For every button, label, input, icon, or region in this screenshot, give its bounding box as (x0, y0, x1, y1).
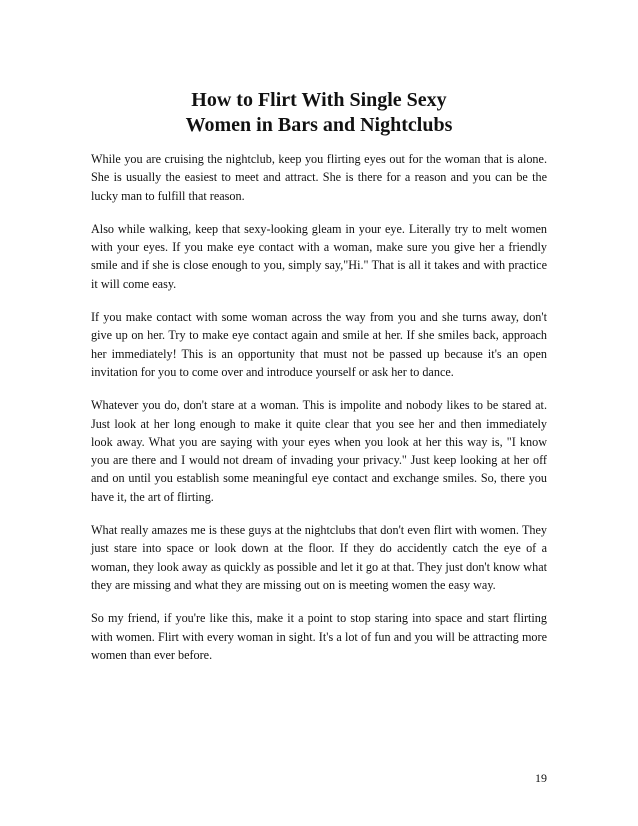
paragraph-1: While you are cruising the nightclub, keep you flirting eyes out for the woman that is alone. She is usually the easiest to meet and attract. She is there for a reason and you can be the lucky man to fulfill that reason. (91, 152, 547, 203)
paragraph-3: If you make contact with some woman across the way from you and she turns away, don't give up on her. Try to make eye contact again and smile at her. If she smiles back, approach her immediately! This is an opportunity that must not be passed up because it's an open invitation for you to come over and introduce yourself or ask her to dance. (91, 310, 547, 379)
paragraph-4: Whatever you do, don't stare at a woman. This is impolite and nobody likes to be stared at. Just look at her long enough to make it quite clear that you see her and then immediately look away. What you are saying with your eyes when you look at her this way is, "I know you are there and I would not dream of invading your privacy." Just keep looking at her off and on until you establish some meaningful eye contact and exchange smiles. So, there you have it, the art of flirting. (91, 398, 547, 504)
paragraph-2: Also while walking, keep that sexy-looking gleam in your eye. Literally try to melt women with your eyes. If you make eye contact with a woman, make sure you give her a friendly smile and if she is close enough to you, simply say,"Hi." That is all it takes and with practice it will come easy. (91, 221, 547, 291)
paragraph-6: So my friend, if you're like this, make it a point to stop staring into space and start flirting with women. Flirt with every woman in sight. It's a lot of fun and you will be attracting more women than ever before. (91, 611, 547, 662)
title-line-2: Women in Bars and Nightclubs (185, 114, 453, 136)
page-title (60, 88, 578, 138)
title-line-1: How to Flirt With Single Sexy (191, 89, 447, 111)
page-number: 19 (535, 771, 547, 785)
paragraph-5: What really amazes me is these guys at the nightclubs that don't even flirt with women. They just stare into space or look down at the floor. If they do accidently catch the eye of a woman, they look away as quickly as possible and let it go at that. They just don't know what they are missing and what they are missing out on is meeting women the easy way. (91, 523, 547, 592)
body-text (91, 150, 547, 679)
